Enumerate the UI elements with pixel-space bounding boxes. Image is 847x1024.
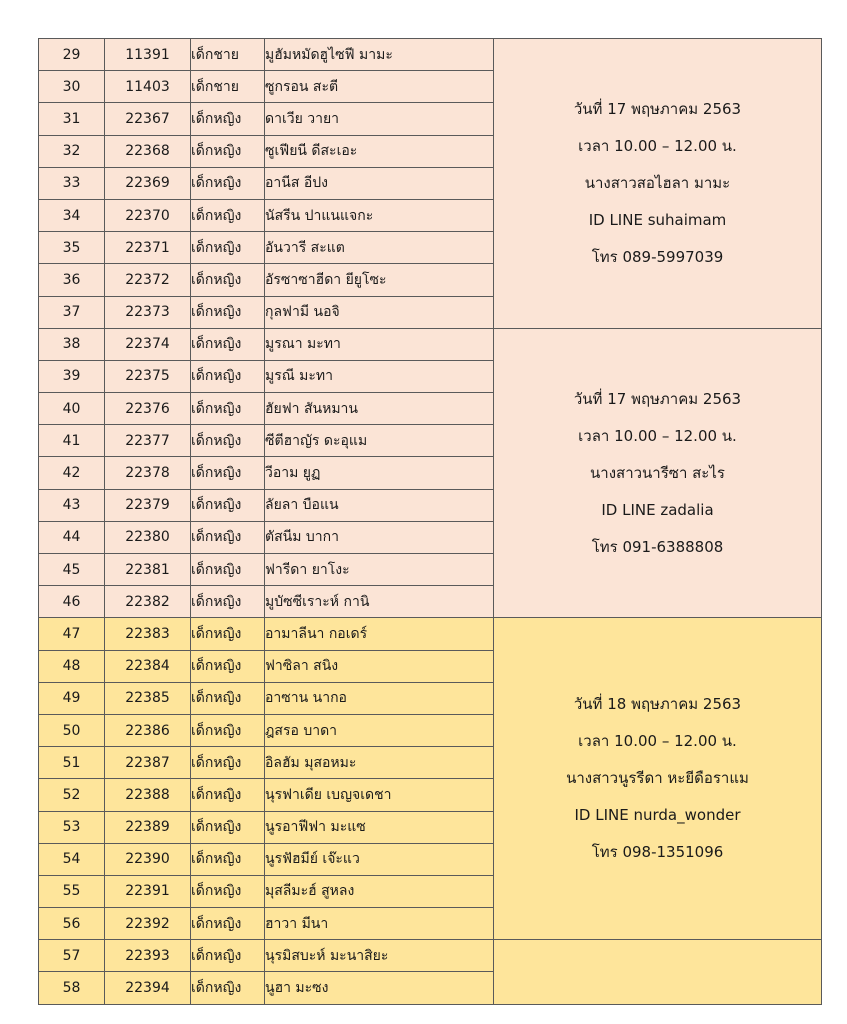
row-number: 37	[39, 296, 105, 328]
row-number: 34	[39, 199, 105, 231]
student-name: ฎสรอ บาดา	[265, 714, 494, 746]
student-id: 22382	[105, 586, 191, 618]
student-id: 22377	[105, 425, 191, 457]
student-title: เด็กหญิง	[191, 650, 265, 682]
student-title: เด็กหญิง	[191, 296, 265, 328]
student-id: 22389	[105, 811, 191, 843]
student-name: วีอาม ยูฏ	[265, 457, 494, 489]
student-name: มูรณา มะทา	[265, 328, 494, 360]
student-name: อัรซาซาฮีดา ยียูโซะ	[265, 264, 494, 296]
row-number: 33	[39, 167, 105, 199]
student-name: นัสรีน ปาแนแจกะ	[265, 199, 494, 231]
row-number: 45	[39, 554, 105, 586]
student-title: เด็กหญิง	[191, 618, 265, 650]
table-body	[39, 39, 822, 1005]
row-number: 56	[39, 908, 105, 940]
student-name: มูบัซซีเราะห์ กานิ	[265, 586, 494, 618]
student-title: เด็กหญิง	[191, 199, 265, 231]
row-number: 40	[39, 393, 105, 425]
student-name: มูรณี มะทา	[265, 360, 494, 392]
student-id: 22372	[105, 264, 191, 296]
teacher-name: นางสาวนูรรีดา หะยีดือราแม	[566, 769, 749, 788]
row-number: 31	[39, 103, 105, 135]
student-id: 22393	[105, 940, 191, 972]
teacher-name: นางสาวสอไฮลา มามะ	[584, 173, 731, 192]
line-id: ID LINE nurda_wonder	[574, 806, 741, 825]
session-time: เวลา 10.00 – 12.00 น.	[578, 426, 737, 445]
row-number: 57	[39, 940, 105, 972]
student-id: 22383	[105, 618, 191, 650]
phone-number: โทร 089-5997039	[591, 247, 724, 266]
session-info	[494, 940, 822, 1004]
row-number: 42	[39, 457, 105, 489]
student-id: 22370	[105, 199, 191, 231]
student-title: เด็กหญิง	[191, 586, 265, 618]
student-name: ฮัยฟา สันหมาน	[265, 393, 494, 425]
student-name: ฟาซิลา สนิง	[265, 650, 494, 682]
student-title: เด็กหญิง	[191, 940, 265, 972]
student-name: ฟารีดา ยาโงะ	[265, 554, 494, 586]
student-name: อาซาน นากอ	[265, 682, 494, 714]
student-title: เด็กหญิง	[191, 747, 265, 779]
session-info	[494, 39, 822, 329]
row-number: 38	[39, 328, 105, 360]
student-title: เด็กหญิง	[191, 843, 265, 875]
student-name: มุสลีมะฮ์ สูหลง	[265, 875, 494, 907]
student-title: เด็กหญิง	[191, 135, 265, 167]
row-number: 51	[39, 747, 105, 779]
row-number: 35	[39, 232, 105, 264]
student-title: เด็กหญิง	[191, 425, 265, 457]
row-number: 53	[39, 811, 105, 843]
student-name: ซูกรอน สะตี	[265, 71, 494, 103]
row-number: 39	[39, 360, 105, 392]
student-id: 22375	[105, 360, 191, 392]
student-name: นุรฟาเดีย เบญจเดชา	[265, 779, 494, 811]
row-number: 32	[39, 135, 105, 167]
student-title: เด็กหญิง	[191, 393, 265, 425]
student-title: เด็กหญิง	[191, 457, 265, 489]
student-title: เด็กหญิง	[191, 328, 265, 360]
row-number: 47	[39, 618, 105, 650]
student-name: กุลฟามี นอจิ	[265, 296, 494, 328]
student-id: 22385	[105, 682, 191, 714]
phone-number: โทร 098-1351096	[591, 843, 724, 862]
row-number: 44	[39, 521, 105, 553]
student-title: เด็กหญิง	[191, 232, 265, 264]
row-number: 58	[39, 972, 105, 1004]
row-number: 36	[39, 264, 105, 296]
student-id: 22392	[105, 908, 191, 940]
row-number: 52	[39, 779, 105, 811]
session-info-lines	[494, 686, 821, 871]
student-id: 22368	[105, 135, 191, 167]
student-name: อิลฮัม มุสอหมะ	[265, 747, 494, 779]
student-name: อามาลีนา กอเดร์	[265, 618, 494, 650]
student-id: 22369	[105, 167, 191, 199]
student-id: 22380	[105, 521, 191, 553]
student-title: เด็กหญิง	[191, 264, 265, 296]
student-id: 22386	[105, 714, 191, 746]
teacher-name: นางสาวนารีซา สะไร	[590, 463, 725, 482]
student-id: 22376	[105, 393, 191, 425]
student-name: อันวารี สะแต	[265, 232, 494, 264]
student-title: เด็กหญิง	[191, 103, 265, 135]
student-name: ซีตีฮาญัร ดะอุแม	[265, 425, 494, 457]
student-id: 22388	[105, 779, 191, 811]
student-name: อานีส อีปง	[265, 167, 494, 199]
row-number: 54	[39, 843, 105, 875]
session-info	[494, 618, 822, 940]
student-title: เด็กชาย	[191, 39, 265, 71]
phone-number: โทร 091-6388808	[591, 537, 724, 556]
student-id: 22373	[105, 296, 191, 328]
row-number: 46	[39, 586, 105, 618]
student-id: 22379	[105, 489, 191, 521]
student-id: 22391	[105, 875, 191, 907]
student-id: 22394	[105, 972, 191, 1004]
student-title: เด็กหญิง	[191, 521, 265, 553]
student-title: เด็กหญิง	[191, 908, 265, 940]
student-name: ดาเวีย วายา	[265, 103, 494, 135]
table-row	[39, 940, 822, 972]
student-id: 22378	[105, 457, 191, 489]
row-number: 29	[39, 39, 105, 71]
row-number: 49	[39, 682, 105, 714]
session-date: วันที่ 17 พฤษภาคม 2563	[573, 389, 742, 408]
student-id: 22374	[105, 328, 191, 360]
row-number: 43	[39, 489, 105, 521]
table-row	[39, 618, 822, 650]
student-schedule-table	[38, 38, 822, 1005]
student-title: เด็กหญิง	[191, 682, 265, 714]
student-name: มูฮัมหมัดฮูไซฟี มามะ	[265, 39, 494, 71]
session-date: วันที่ 17 พฤษภาคม 2563	[573, 99, 742, 118]
session-time: เวลา 10.00 – 12.00 น.	[578, 732, 737, 751]
row-number: 41	[39, 425, 105, 457]
student-id: 22384	[105, 650, 191, 682]
row-number: 50	[39, 714, 105, 746]
session-date: วันที่ 18 พฤษภาคม 2563	[573, 695, 742, 714]
student-name: นูรฟัฮมีย์ เจ๊ะแว	[265, 843, 494, 875]
student-name: ตัสนีม บากา	[265, 521, 494, 553]
student-id: 22390	[105, 843, 191, 875]
student-id: 22367	[105, 103, 191, 135]
student-title: เด็กหญิง	[191, 811, 265, 843]
line-id: ID LINE zadalia	[601, 500, 714, 519]
student-id: 11403	[105, 71, 191, 103]
student-id: 22371	[105, 232, 191, 264]
student-name: ฮาวา มีนา	[265, 908, 494, 940]
student-name: นูฮา มะซง	[265, 972, 494, 1004]
session-info-lines	[494, 381, 821, 566]
student-title: เด็กหญิง	[191, 554, 265, 586]
student-title: เด็กหญิง	[191, 875, 265, 907]
student-title: เด็กชาย	[191, 71, 265, 103]
student-title: เด็กหญิง	[191, 972, 265, 1004]
student-name: นูรอาฟีฟา มะแซ	[265, 811, 494, 843]
table-row	[39, 39, 822, 71]
session-time: เวลา 10.00 – 12.00 น.	[578, 136, 737, 155]
student-name: ลัยลา บือแน	[265, 489, 494, 521]
student-name: นุรมิสบะห์ มะนาสิยะ	[265, 940, 494, 972]
student-name: ซูเฟียนี ดีสะเอะ	[265, 135, 494, 167]
session-info-lines	[494, 91, 821, 276]
line-id: ID LINE suhaimam	[588, 210, 727, 229]
student-title: เด็กหญิง	[191, 779, 265, 811]
student-id: 22387	[105, 747, 191, 779]
row-number: 48	[39, 650, 105, 682]
student-title: เด็กหญิง	[191, 360, 265, 392]
student-title: เด็กหญิง	[191, 489, 265, 521]
row-number: 55	[39, 875, 105, 907]
table-row	[39, 328, 822, 360]
row-number: 30	[39, 71, 105, 103]
student-id: 22381	[105, 554, 191, 586]
student-id: 11391	[105, 39, 191, 71]
session-info	[494, 328, 822, 618]
student-title: เด็กหญิง	[191, 167, 265, 199]
student-title: เด็กหญิง	[191, 714, 265, 746]
